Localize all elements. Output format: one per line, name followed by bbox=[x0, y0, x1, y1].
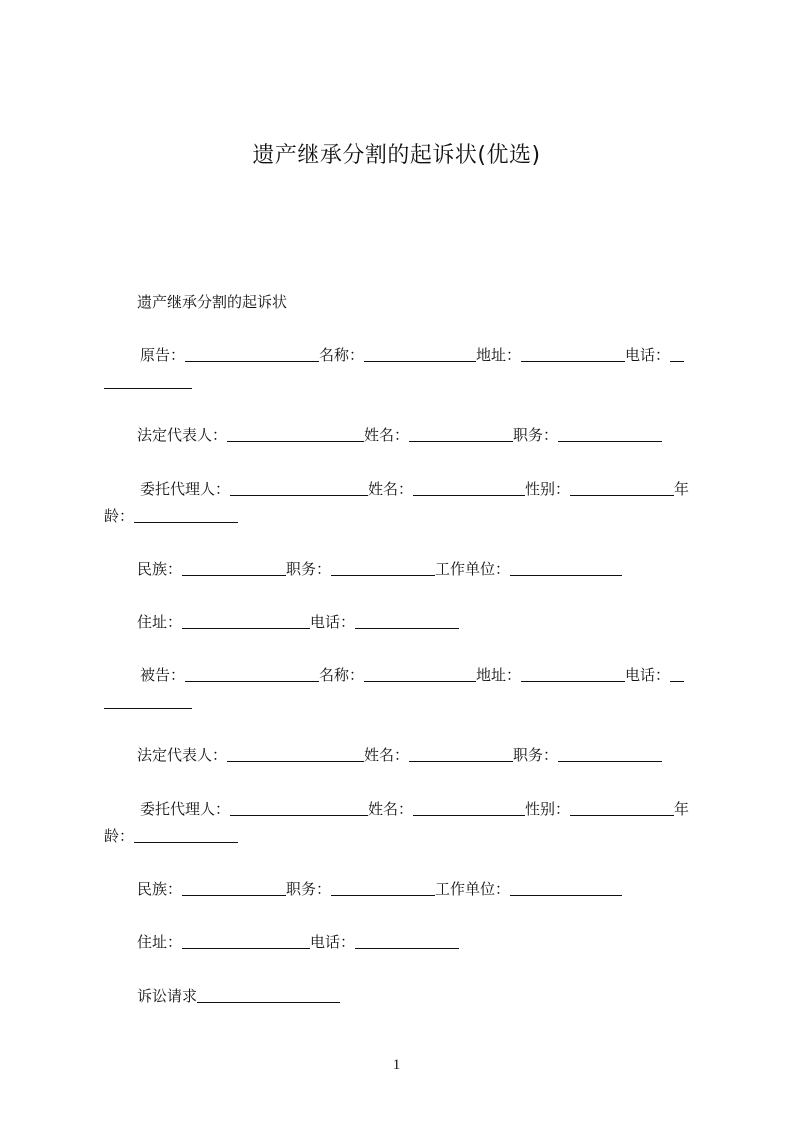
defendant-gender-label: 性别： bbox=[525, 800, 571, 818]
defendant-name-label: 名称： bbox=[319, 666, 365, 684]
defendant-line bbox=[104, 661, 740, 689]
defendant-ethnicity-label: 民族： bbox=[137, 880, 183, 898]
plaintiff-position2-label: 职务： bbox=[286, 560, 332, 578]
plaintiff-ethnicity-line bbox=[104, 555, 737, 583]
plaintiff-line bbox=[104, 341, 740, 369]
plaintiff-name-label: 名称： bbox=[319, 346, 365, 364]
plaintiff-agent-blank bbox=[230, 479, 368, 496]
plaintiff-phone-continuation bbox=[104, 368, 704, 396]
defendant-position2-label: 职务： bbox=[286, 880, 332, 898]
plaintiff-legal-rep-blank bbox=[227, 425, 364, 442]
defendant-residence-label: 住址： bbox=[137, 933, 183, 951]
plaintiff-legal-rep-line bbox=[104, 421, 737, 449]
plaintiff-address-blank bbox=[521, 345, 625, 362]
defendant-agent-name-label: 姓名： bbox=[368, 800, 414, 818]
plaintiff-agent-label: 委托代理人： bbox=[140, 480, 231, 498]
page-number: 1 bbox=[392, 1057, 401, 1073]
defendant-rep-name-blank bbox=[409, 745, 513, 762]
defendant-phone-blank-continued bbox=[104, 692, 192, 709]
defendant-age-label-part2: 龄： bbox=[104, 827, 135, 845]
plaintiff-gender-label: 性别： bbox=[525, 480, 571, 498]
plaintiff-phone2-blank bbox=[355, 612, 459, 629]
plaintiff-agent-name-blank bbox=[413, 479, 525, 496]
plaintiff-gender-blank bbox=[570, 479, 674, 496]
defendant-agent-label: 委托代理人： bbox=[140, 800, 231, 818]
plaintiff-position2-blank bbox=[331, 559, 435, 576]
defendant-ethnicity-blank bbox=[182, 879, 286, 896]
defendant-label: 被告： bbox=[140, 666, 186, 684]
defendant-age-label-part1: 年 bbox=[674, 800, 690, 818]
plaintiff-work-unit-blank bbox=[510, 559, 622, 576]
defendant-phone-continuation bbox=[104, 688, 704, 716]
defendant-phone2-blank bbox=[355, 932, 459, 949]
defendant-agent-line bbox=[104, 795, 740, 823]
plaintiff-ethnicity-label: 民族： bbox=[137, 560, 183, 578]
defendant-residence-line bbox=[104, 928, 737, 956]
plaintiff-age-label-part1: 年 bbox=[674, 480, 690, 498]
plaintiff-agent-name-label: 姓名： bbox=[368, 480, 414, 498]
plaintiff-label: 原告： bbox=[140, 346, 186, 364]
plaintiff-residence-label: 住址： bbox=[137, 613, 183, 631]
defendant-age-line bbox=[104, 822, 704, 850]
plaintiff-rep-name-label: 姓名： bbox=[364, 426, 410, 444]
plaintiff-address-label: 地址： bbox=[476, 346, 522, 364]
plaintiff-work-unit-label: 工作单位： bbox=[435, 560, 511, 578]
defendant-residence-blank bbox=[182, 932, 310, 949]
plaintiff-phone-blank-continued bbox=[104, 372, 192, 389]
defendant-phone-label: 电话： bbox=[625, 666, 671, 684]
defendant-position-blank bbox=[558, 745, 662, 762]
claims-line bbox=[104, 982, 737, 1010]
defendant-legal-rep-blank bbox=[227, 745, 364, 762]
defendant-address-blank bbox=[521, 665, 625, 682]
plaintiff-residence-blank bbox=[182, 612, 310, 629]
plaintiff-position-label: 职务： bbox=[513, 426, 559, 444]
defendant-phone2-label: 电话： bbox=[310, 933, 356, 951]
plaintiff-position-blank bbox=[558, 425, 662, 442]
plaintiff-residence-line bbox=[104, 608, 737, 636]
claims-label: 诉讼请求 bbox=[137, 987, 198, 1005]
defendant-ethnicity-line bbox=[104, 875, 737, 903]
defendant-work-unit-blank bbox=[510, 879, 622, 896]
defendant-legal-rep-label: 法定代表人： bbox=[137, 746, 228, 764]
defendant-rep-name-label: 姓名： bbox=[364, 746, 410, 764]
plaintiff-phone-label: 电话： bbox=[625, 346, 671, 364]
defendant-address-label: 地址： bbox=[476, 666, 522, 684]
plaintiff-agent-line bbox=[104, 475, 740, 503]
defendant-work-unit-label: 工作单位： bbox=[435, 880, 511, 898]
defendant-blank bbox=[185, 665, 319, 682]
plaintiff-age-blank bbox=[134, 506, 238, 523]
defendant-legal-rep-line bbox=[104, 741, 737, 769]
document-title: 遗产继承分割的起诉状(优选) bbox=[252, 143, 541, 168]
claims-blank bbox=[197, 986, 340, 1003]
defendant-agent-blank bbox=[230, 799, 368, 816]
plaintiff-blank bbox=[185, 345, 319, 362]
plaintiff-rep-name-blank bbox=[409, 425, 513, 442]
plaintiff-age-line bbox=[104, 502, 704, 530]
plaintiff-phone2-label: 电话： bbox=[310, 613, 356, 631]
defendant-position2-blank bbox=[331, 879, 435, 896]
defendant-name-blank bbox=[364, 665, 476, 682]
plaintiff-ethnicity-blank bbox=[182, 559, 286, 576]
defendant-agent-name-blank bbox=[413, 799, 525, 816]
defendant-position-label: 职务： bbox=[513, 746, 559, 764]
defendant-gender-blank bbox=[570, 799, 674, 816]
document-subtitle: 遗产继承分割的起诉状 bbox=[137, 293, 288, 311]
plaintiff-phone-blank bbox=[670, 345, 684, 362]
defendant-phone-blank bbox=[670, 665, 684, 682]
plaintiff-age-label-part2: 龄： bbox=[104, 507, 135, 525]
defendant-age-blank bbox=[134, 826, 238, 843]
plaintiff-legal-rep-label: 法定代表人： bbox=[137, 426, 228, 444]
plaintiff-name-blank bbox=[364, 345, 476, 362]
